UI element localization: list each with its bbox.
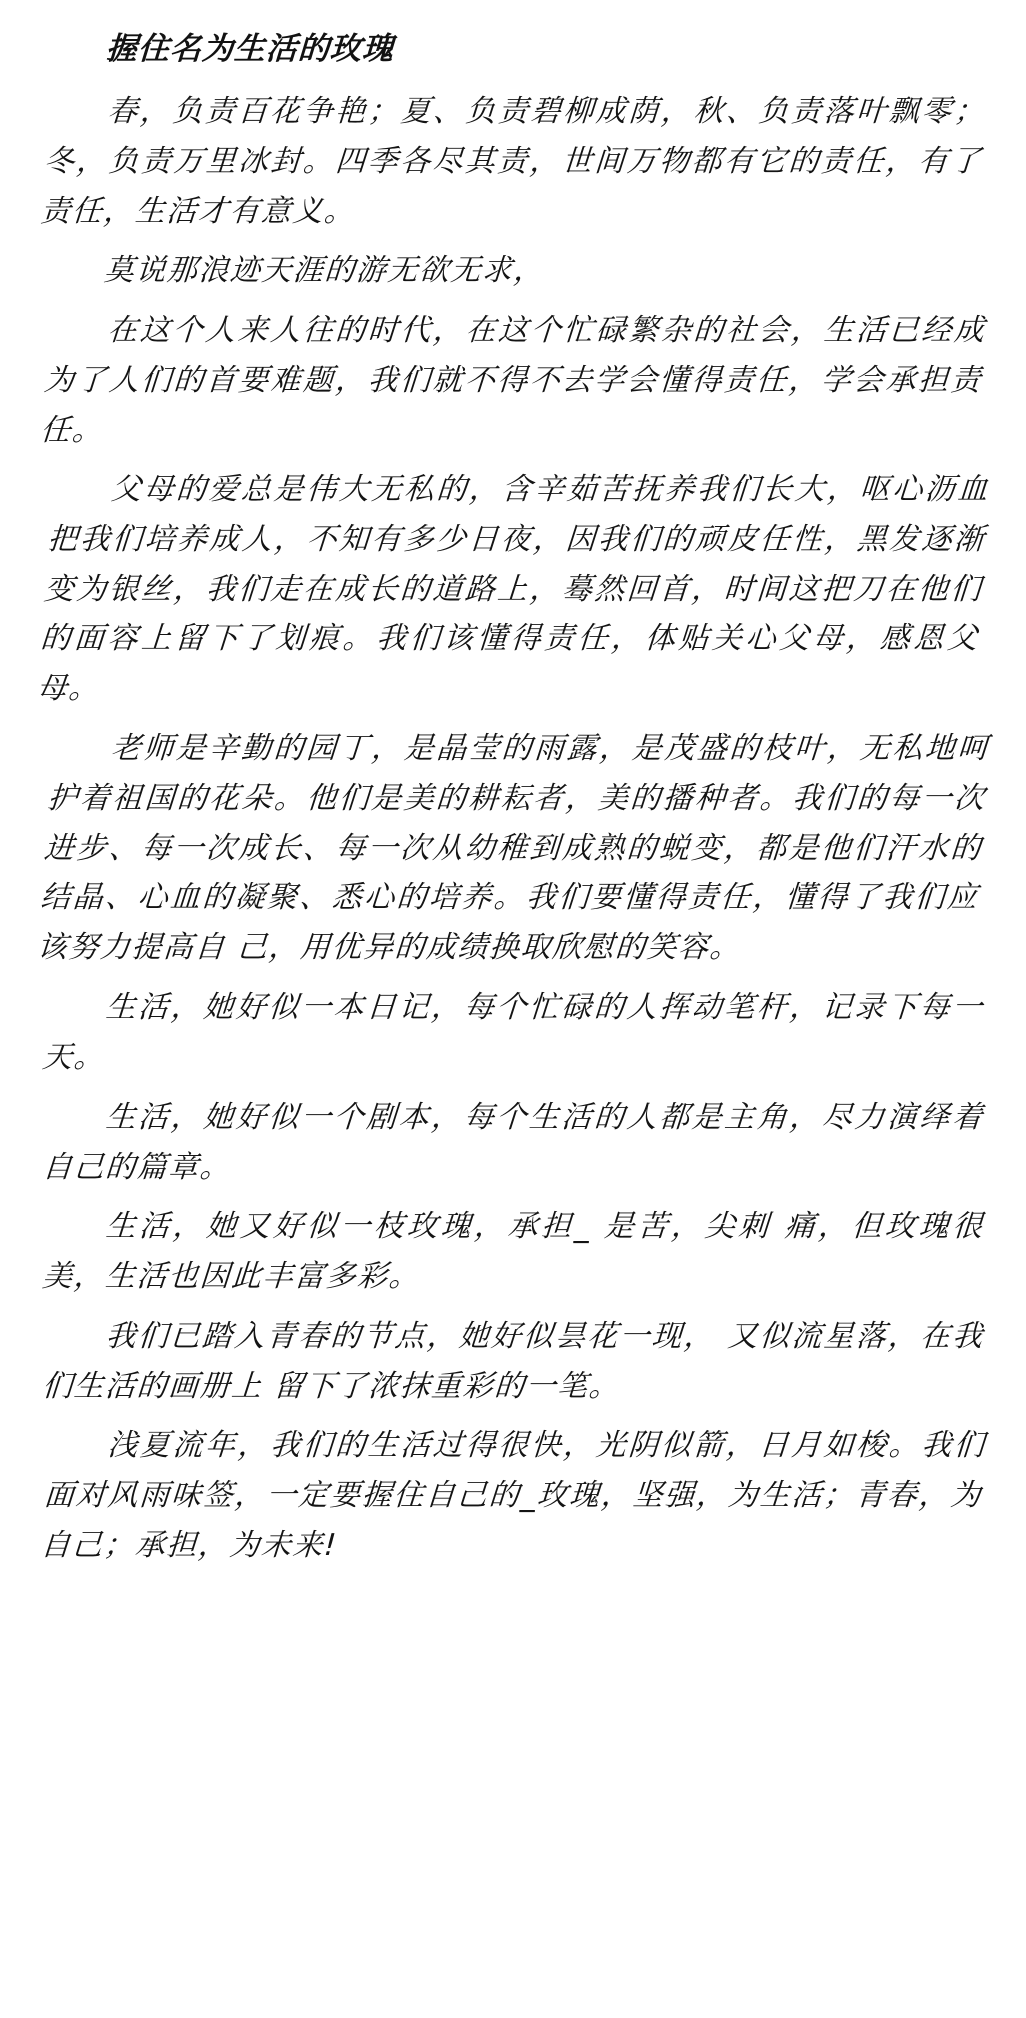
- paragraph: 生活，她好似一本日记，每个忙碌的人挥动笔杆，记录下每一天。: [41, 990, 985, 1075]
- paragraph: 春，负责百花争艳；夏、负责碧柳成荫，秋、负责落叶飘零；冬，负责万里冰封。四季各尽其责，世间万物都有它的责任，有了责任，生活才有意义。: [39, 93, 987, 229]
- paragraph: 浅夏流年，我们的生活过得很快，光阴似箭，日月如梭。我们面对风雨味签，一定要握住自己的_玫瑰，坚强，为生活；青春，为自己；承担，为未来!: [39, 1428, 987, 1564]
- paragraph: 老师是辛勤的园丁，是晶莹的雨露，是茂盛的枝叶，无私地呵护着祖国的花朵。他们是美的耕耘者，美的播种者。我们的每一次进步、每一次成长、每一次从幼稚到成熟的蜕变，都是他们汗水的结晶、心血的凝聚、悉心的培养。我们要懂得责任，懂得了我们应该努力提高自 己，用优异的成绩换取欣慰的笑容。: [35, 731, 991, 966]
- paragraph: 我们已踏入青春的节点，她好似昙花一现， 又似流星落，在我们生活的画册上 留下了浓抹重彩的一笔。: [41, 1318, 985, 1404]
- paragraph: 生活，她又好似一枝玫瑰，承担_ 是苦，尖刺 痛，但玫瑰很美，生活也因此丰富多彩。: [41, 1209, 985, 1295]
- paragraph: 在这个人来人往的时代，在这个忙碌繁杂的社会，生活已经成为了人们的首要难题，我们就不得不去学会懂得责任，学会承担责任。: [39, 312, 987, 448]
- paragraph: 莫说那浪迹天涯的游无欲无求，: [102, 252, 547, 288]
- document-body: [35, 87, 991, 1571]
- paragraph: 父母的爱总是伟大无私的，含辛茹苦抚养我们长大，呕心沥血把我们培养成人，不知有多少日夜，因我们的顽皮任性，黑发逐渐变为银丝，我们走在成长的道路上，蓦然回首，时间这把刀在他们的面容上留下了划痕。我们该懂得责任，体贴关心父母，感恩父母。: [35, 472, 991, 707]
- paragraph: 生活，她好似一个剧本，每个生活的人都是主角，尽力演绎着自己的篇章。: [41, 1099, 985, 1185]
- page-title: 握住名为生活的玫瑰: [105, 31, 395, 67]
